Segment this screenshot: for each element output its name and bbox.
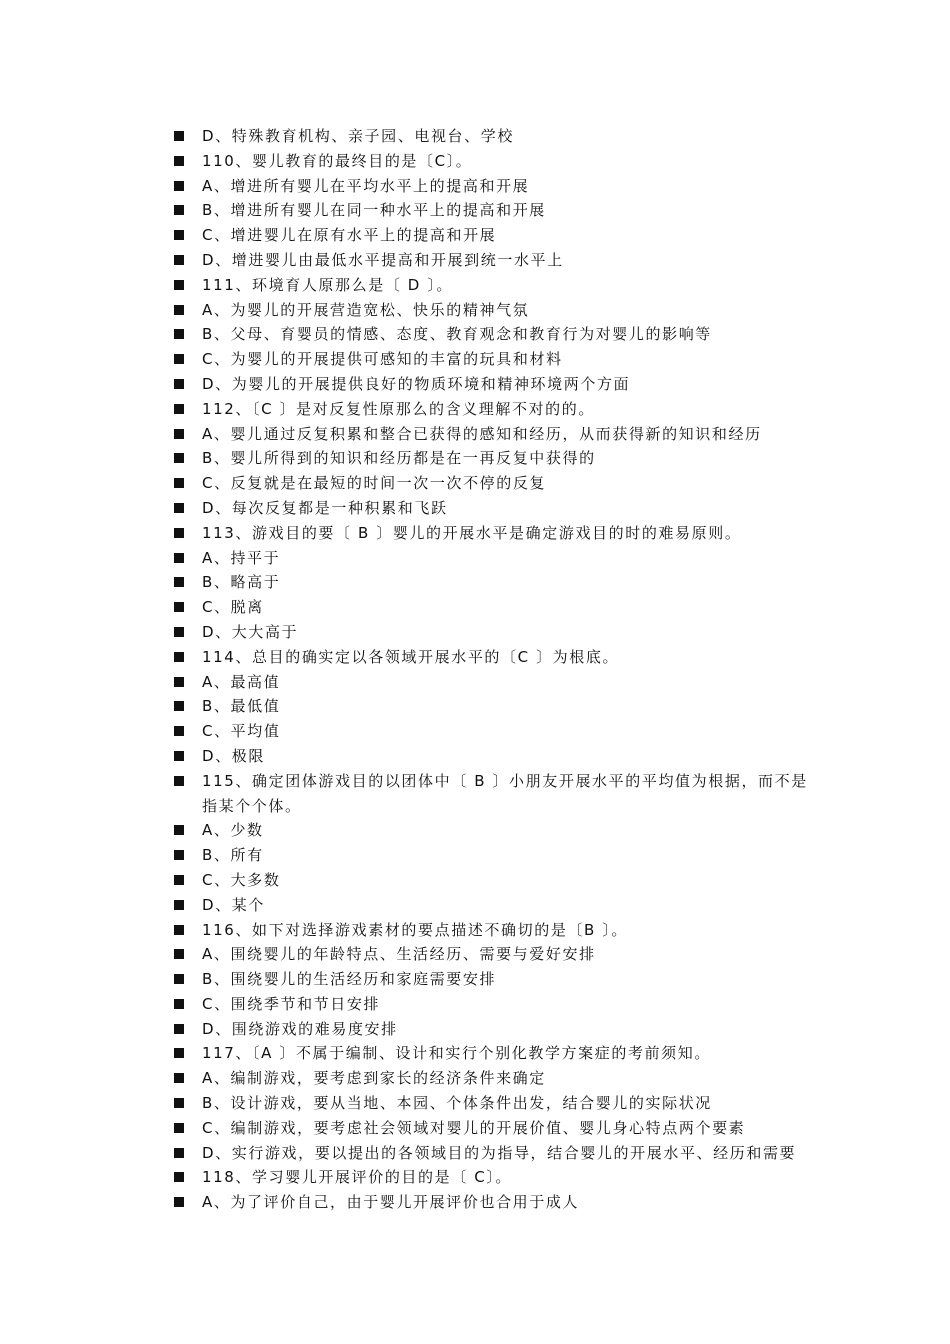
list-item xyxy=(174,1041,814,1066)
list-item xyxy=(174,422,814,447)
list-item xyxy=(174,1141,814,1166)
list-item-text: D、增进婴儿由最低水平提高和开展到统一水平上 xyxy=(202,250,564,269)
list-item xyxy=(174,298,814,323)
list-item xyxy=(174,347,814,372)
list-item xyxy=(174,1165,814,1190)
list-item-text: A、持平于 xyxy=(202,548,281,567)
list-item xyxy=(174,744,814,769)
list-item xyxy=(174,1066,814,1091)
list-item-text: B、婴儿所得到的知识和经历都是在一再反复中获得的 xyxy=(202,449,596,468)
list-item-text: 111、环境育人原那么是〔 D 〕。 xyxy=(202,275,454,294)
list-item-text: B、最低值 xyxy=(202,697,281,716)
square-bullet-icon xyxy=(174,1024,184,1034)
list-item-text: C、为婴儿的开展提供可感知的丰富的玩具和材料 xyxy=(202,350,563,369)
square-bullet-icon xyxy=(174,875,184,885)
square-bullet-icon xyxy=(174,751,184,761)
list-item xyxy=(174,595,814,620)
list-item-text: 118、学习婴儿开展评价的目的是〔 C〕。 xyxy=(202,1168,512,1187)
list-item-text: 112、〔C 〕是对反复性原那么的含义理解不对的的。 xyxy=(202,399,595,418)
list-item xyxy=(174,942,814,967)
list-item xyxy=(174,198,814,223)
square-bullet-icon xyxy=(174,1098,184,1108)
square-bullet-icon xyxy=(174,949,184,959)
list-item-text: D、极限 xyxy=(202,746,265,765)
list-item xyxy=(174,645,814,670)
list-item-text: 115、确定团体游戏目的以团体中〔 B 〕小朋友开展水平的平均值为根据，而不是指某个个体。 xyxy=(202,771,808,815)
list-item-text: A、为婴儿的开展营造宽松、快乐的精神气氛 xyxy=(202,300,530,319)
list-item xyxy=(174,1017,814,1042)
list-item xyxy=(174,521,814,546)
list-item xyxy=(174,471,814,496)
square-bullet-icon xyxy=(174,825,184,835)
list-item-text: D、为婴儿的开展提供良好的物质环境和精神环境两个方面 xyxy=(202,374,631,393)
list-item xyxy=(174,570,814,595)
square-bullet-icon xyxy=(174,776,184,786)
square-bullet-icon xyxy=(174,255,184,265)
square-bullet-icon xyxy=(174,1123,184,1133)
square-bullet-icon xyxy=(174,627,184,637)
square-bullet-icon xyxy=(174,280,184,290)
list-item xyxy=(174,397,814,422)
list-item xyxy=(174,372,814,397)
list-item-text: A、为了评价自己，由于婴儿开展评价也合用于成人 xyxy=(202,1193,580,1212)
list-item xyxy=(174,174,814,199)
list-item-text: D、某个 xyxy=(202,895,265,914)
list-item-text: C、围绕季节和节日安排 xyxy=(202,994,381,1013)
square-bullet-icon xyxy=(174,1148,184,1158)
list-item-text: 113、游戏目的要〔 B 〕婴儿的开展水平是确定游戏目的时的难易原则。 xyxy=(202,523,742,542)
square-bullet-icon xyxy=(174,131,184,141)
list-item-text: 116、如下对选择游戏素材的要点描述不确切的是〔B 〕。 xyxy=(202,920,628,939)
square-bullet-icon xyxy=(174,181,184,191)
square-bullet-icon xyxy=(174,379,184,389)
list-item xyxy=(174,1116,814,1141)
document-body xyxy=(174,124,814,1215)
list-item xyxy=(174,546,814,571)
square-bullet-icon xyxy=(174,974,184,984)
square-bullet-icon xyxy=(174,1048,184,1058)
square-bullet-icon xyxy=(174,528,184,538)
square-bullet-icon xyxy=(174,1172,184,1182)
square-bullet-icon xyxy=(174,478,184,488)
square-bullet-icon xyxy=(174,1073,184,1083)
list-item xyxy=(174,248,814,273)
list-item xyxy=(174,496,814,521)
list-item xyxy=(174,918,814,943)
list-item-text: B、设计游戏，要从当地、本园、个体条件出发，结合婴儿的实际状况 xyxy=(202,1094,712,1113)
square-bullet-icon xyxy=(174,602,184,612)
square-bullet-icon xyxy=(174,429,184,439)
list-item-text: B、围绕婴儿的生活经历和家庭需要安排 xyxy=(202,970,497,989)
list-item xyxy=(174,694,814,719)
square-bullet-icon xyxy=(174,677,184,687)
square-bullet-icon xyxy=(174,999,184,1009)
square-bullet-icon xyxy=(174,230,184,240)
list-item xyxy=(174,446,814,471)
list-item-text: B、增进所有婴儿在同一种水平上的提高和开展 xyxy=(202,201,546,220)
square-bullet-icon xyxy=(174,156,184,166)
list-item-text: C、大多数 xyxy=(202,870,281,889)
list-item-text: 110、婴儿教育的最终目的是〔C〕。 xyxy=(202,151,473,170)
list-item xyxy=(174,719,814,744)
square-bullet-icon xyxy=(174,305,184,315)
square-bullet-icon xyxy=(174,652,184,662)
list-item-text: C、编制游戏，要考虑社会领域对婴儿的开展价值、婴儿身心特点两个要素 xyxy=(202,1118,746,1137)
list-item xyxy=(174,992,814,1017)
list-item xyxy=(174,322,814,347)
list-item xyxy=(174,223,814,248)
square-bullet-icon xyxy=(174,577,184,587)
square-bullet-icon xyxy=(174,453,184,463)
square-bullet-icon xyxy=(174,850,184,860)
list-item xyxy=(174,620,814,645)
list-item-text: D、特殊教育机构、亲子园、电视台、学校 xyxy=(202,127,514,145)
list-item-text: C、反复就是在最短的时间一次一次不停的反复 xyxy=(202,474,547,493)
list-item xyxy=(174,1190,814,1215)
list-item-text: A、婴儿通过反复积累和整合已获得的感知和经历，从而获得新的知识和经历 xyxy=(202,424,762,443)
list-item-text: C、脱离 xyxy=(202,598,264,617)
list-item-text: D、每次反复都是一种积累和飞跃 xyxy=(202,498,448,517)
list-item-text: A、编制游戏，要考虑到家长的经济条件来确定 xyxy=(202,1069,546,1088)
list-item xyxy=(174,818,814,843)
list-item-text: D、围绕游戏的难易度安排 xyxy=(202,1019,398,1038)
square-bullet-icon xyxy=(174,925,184,935)
list-item xyxy=(174,769,814,819)
list-item-text: 117、〔A 〕不属于编制、设计和实行个别化教学方案症的考前须知。 xyxy=(202,1044,711,1063)
list-item xyxy=(174,868,814,893)
square-bullet-icon xyxy=(174,329,184,339)
list-item-text: C、增进婴儿在原有水平上的提高和开展 xyxy=(202,226,497,245)
square-bullet-icon xyxy=(174,354,184,364)
list-item-text: A、最高值 xyxy=(202,672,281,691)
square-bullet-icon xyxy=(174,900,184,910)
list-item xyxy=(174,893,814,918)
list-item-text: D、大大高于 xyxy=(202,622,299,641)
list-item xyxy=(174,670,814,695)
list-item xyxy=(174,843,814,868)
list-item-text: A、少数 xyxy=(202,821,264,840)
list-item xyxy=(174,967,814,992)
list-item-text: 114、总目的确实定以各领域开展水平的〔C 〕为根底。 xyxy=(202,647,620,666)
list-item-text: B、父母、育婴员的情感、态度、教育观念和教育行为对婴儿的影响等 xyxy=(202,325,712,344)
list-item xyxy=(174,124,814,149)
list-item-text: A、围绕婴儿的年龄特点、生活经历、需要与爱好安排 xyxy=(202,945,596,964)
square-bullet-icon xyxy=(174,701,184,711)
square-bullet-icon xyxy=(174,503,184,513)
list-item xyxy=(174,1091,814,1116)
list-item-text: A、增进所有婴儿在平均水平上的提高和开展 xyxy=(202,176,530,195)
list-item-text: C、平均值 xyxy=(202,722,281,741)
square-bullet-icon xyxy=(174,1197,184,1207)
list-item xyxy=(174,149,814,174)
square-bullet-icon xyxy=(174,726,184,736)
square-bullet-icon xyxy=(174,553,184,563)
list-item-text: B、略高于 xyxy=(202,573,281,592)
list-item-text: B、所有 xyxy=(202,846,264,865)
list-item xyxy=(174,273,814,298)
square-bullet-icon xyxy=(174,205,184,215)
square-bullet-icon xyxy=(174,404,184,414)
list-item-text: D、实行游戏，要以提出的各领域目的为指导，结合婴儿的开展水平、经历和需要 xyxy=(202,1143,797,1162)
